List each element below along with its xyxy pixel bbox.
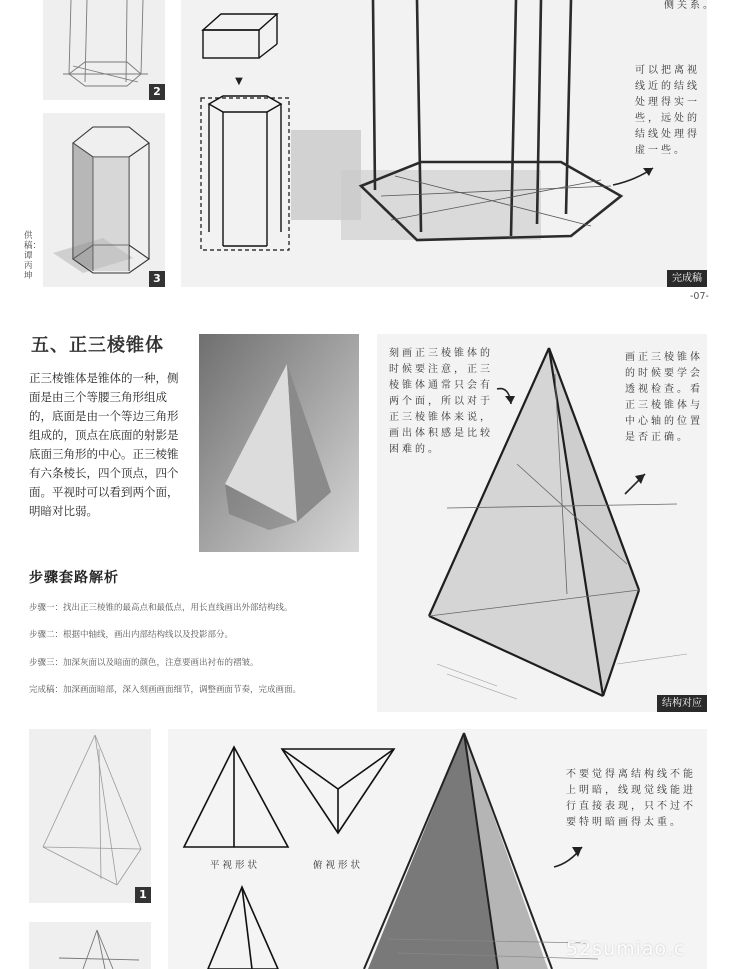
note-line-weight: 可以把离视线近的结线处理得实一些，远处的结线处理得虚一些。 [635,65,700,156]
pyramid-views-diagram [168,729,707,969]
finished-tag: 完成稿 [667,270,707,287]
hexagonal-prism-sketch-step3 [43,113,165,287]
step-three: 步骤三：加深灰面以及暗面的颜色，注意要画出衬布的褶皱。 [29,658,259,668]
step-1-sketch-panel [29,729,151,903]
svg-text:▼: ▼ [235,76,243,87]
step-two: 步骤二：根据中轴线，画出内部结构线以及投影部分。 [29,630,234,640]
structure-tag: 结构对应 [657,695,707,712]
section-title: 五、正三棱锥体 [31,335,164,356]
caption-front-view: 平视形状 [210,860,261,871]
caption-top-view: 俯视形状 [313,860,364,871]
pyramid-sketch-step1 [29,729,151,903]
views-and-final-panel [168,729,707,969]
step-finished: 完成稿：加深画面暗部，深入刻画画面细节，调整画面节奏，完成画面。 [29,685,302,695]
prism-construction-diagram [181,0,707,287]
section-intro: 正三棱锥体是锥体的一种，侧面是由三个等腰三角形组成的，底面是由一个等边三角形组成的，顶点在底面的射影是底面三角形的中心。正三棱锥有六条棱长，四个顶点，四个面。平视时可以看到两个面，明暗对比弱。 [29,371,179,518]
step-one: 步骤一：找出正三棱锥的最高点和最低点，用长直线画出外部结构线。 [29,603,293,613]
step-badge-1: 1 [135,887,151,903]
finished-prism-panel [181,0,716,287]
structure-sketch-panel [377,334,707,712]
note-bottom: 不要觉得离结构线不能上明暗，线现觉线能进行直接表现，只不过不要特明暗画得太重。 [566,769,696,828]
step-badge-3: 3 [149,271,165,287]
contributor-credit: 供稿：谭丙坤 [24,231,42,281]
step-badge-2: 2 [149,84,165,100]
step-2-partial-panel [29,922,151,969]
pyramid-photo [199,334,359,552]
pyramid-photo-image [199,334,359,552]
site-watermark: 52sumiao.c [566,938,686,960]
note-top-fragment: 侧关系。 [664,0,716,11]
step-3-sketch-panel [43,113,165,287]
page-number: -07- [690,291,709,302]
hexagonal-prism-sketch-step2 [43,0,165,100]
note-structure-left: 刻画正三棱锥体的时候要注意，正三棱锥体通常只会有两个面，所以对于正三棱锥体来说，画出体积感是比较困难的。 [389,348,493,455]
step-2-sketch-panel [43,0,165,100]
pyramid-sketch-step2-partial [29,922,151,969]
note-structure-right: 画正三棱锥体的时候要学会透视检查。看正三棱锥体与中心轴的位置是否正确。 [625,352,703,443]
steps-title: 步骤套路解析 [29,570,119,586]
